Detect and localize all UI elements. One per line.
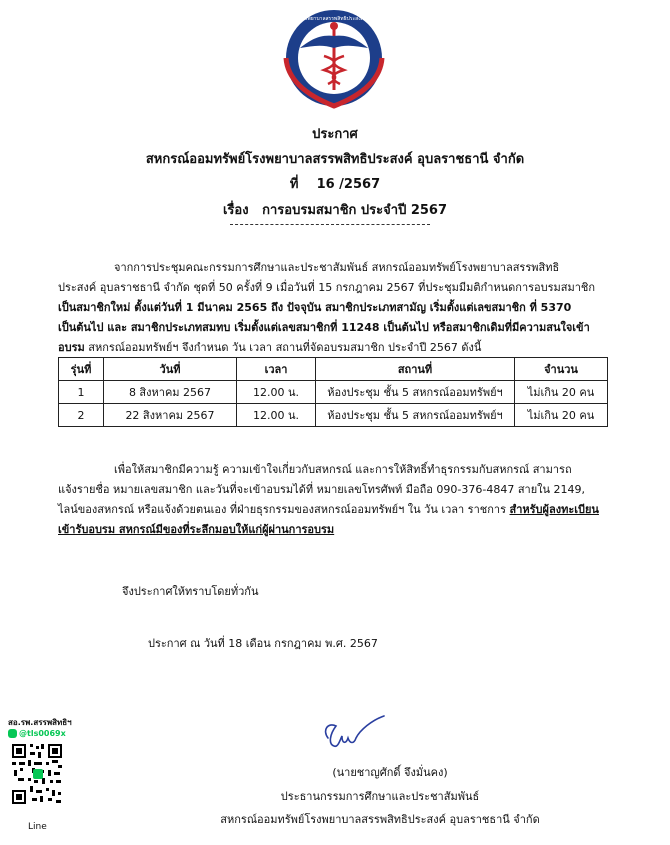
p2-line-2: แจ้งรายชื่อ หมายเลขสมาชิก และวันที่จะเข้าอบรมได้ที่ หมายเลขโทรศัพท์ มือถือ 090-376-4847 สายใน 2149, [58,483,586,496]
cell-time: 12.00 น. [237,381,316,404]
col-header-venue: สถานที่ [316,358,515,381]
line-id: @tls0069x [19,729,66,738]
cooperative-logo [261,8,407,114]
announce-line: จึงประกาศให้ทราบโดยทั่วกัน [122,585,259,598]
p1-line-5-rest: สหกรณ์ออมทรัพย์ฯ จึงกำหนด วัน เวลา สถานที่จัดอบรมสมาชิก ประจำปี 2567 ดังนี้ [88,341,482,354]
subject-label: เรื่อง [222,203,249,218]
org-name: สหกรณ์ออมทรัพย์โรงพยาบาลสรรพสิทธิประสงค์ อุบลราชธานี จำกัด [145,152,525,167]
number-label: ที่ [289,177,299,192]
cell-date: 8 สิงหาคม 2567 [104,381,237,404]
p1-line-3: เป็นสมาชิกใหม่ ตั้งแต่วันที่ 1 มีนาคม 2565 ถึง ปัจจุบัน สมาชิกประเภทสามัญ เริ่มตั้งแต่เลขสมาชิก ที่ 5370 [58,301,572,314]
col-header-round: รุ่นที่ [59,358,104,381]
p2-line-1: เพื่อให้สมาชิกมีความรู้ ความเข้าใจเกี่ยวกับสหกรณ์ และการให้สิทธิ์ทำธุรกรรมกับสหกรณ์ สามารถ [114,463,572,476]
dated-line: ประกาศ ณ วันที่ 18 เดือน กรกฎาคม พ.ศ. 2567 [148,637,378,650]
p2-line-4-underline: เข้ารับอบรม สหกรณ์มีของที่ระลึกมอบให้แก่ผู้ผ่านการอบรม [58,523,335,536]
p1-line-5 [58,338,618,358]
schedule-table [58,357,608,427]
p2-line-3-plain: ไลน์ของสหกรณ์ หรือแจ้งด้วยตนเอง ที่ฝ่ายธุรกรรมของสหกรณ์ออมทรัพย์ฯ ใน วัน เวลา ราชการ [58,503,506,516]
paragraph-1 [58,258,618,358]
table-header-row [59,358,608,381]
qr-bottom-label: Line [28,822,47,832]
cell-venue: ห้องประชุม ชั้น 5 สหกรณ์ออมทรัพย์ฯ [316,404,515,427]
page-title: ประกาศ [312,127,358,142]
cell-round: 2 [59,404,104,427]
col-header-date: วันที่ [104,358,237,381]
cell-venue: ห้องประชุม ชั้น 5 สหกรณ์ออมทรัพย์ฯ [316,381,515,404]
line-app-icon [8,729,17,738]
cell-date: 22 สิงหาคม 2567 [104,404,237,427]
signer-position: ประธานกรรมการศึกษาและประชาสัมพันธ์ [280,790,480,803]
p1-line-1: จากการประชุมคณะกรรมการศึกษาและประชาสัมพันธ์ สหกรณ์ออมทรัพย์โรงพยาบาลสรรพสิทธิ [114,261,560,274]
qr-top-label: สอ.รพ.สรรพสิทธิฯ [8,718,72,727]
table-row [59,381,608,404]
p2-line-4 [58,520,618,540]
p1-line-2: ประสงค์ อุบลราชธานี จำกัด ชุดที่ 50 ครั้งที่ 9 เมื่อวันที่ 15 กรกฎาคม 2567 ที่ประชุมมีมติกำหนดการอบรมสมาชิก [58,281,596,294]
col-header-quota: จำนวน [515,358,608,381]
p2-line-3 [58,500,618,520]
p2-line-3-underline: สำหรับผู้ลงทะเบียน [509,503,599,516]
signer-org: สหกรณ์ออมทรัพย์โรงพยาบาลสรรพสิทธิประสงค์ อุบลราชธานี จำกัด [220,813,540,826]
qr-code-icon[interactable] [10,740,64,806]
table-row [59,404,608,427]
signer-name: (นายชาญศักดิ์ จึงมั่นคง) [332,766,448,779]
number-value: 16 /2567 [316,177,381,192]
p1-line-4: เป็นต้นไป และ สมาชิกประเภทสมทบ เริ่มตั้งแต่เลขสมาชิกที่ 11248 เป็นต้นไป หรือสมาชิกเดิมที่มีความสนใจเข้า [58,321,590,334]
line-id-row [8,729,66,738]
cell-quota: ไม่เกิน 20 คน [515,404,608,427]
subject-value: การอบรมสมาชิก ประจำปี 2567 [262,203,448,218]
col-header-time: เวลา [237,358,316,381]
cell-quota: ไม่เกิน 20 คน [515,381,608,404]
signature-image [318,710,390,756]
subject [0,199,670,220]
logo-arc-text: สหกรณ์ออมทรัพย์โรงพยาบาลสรรพสิทธิประสงค์ อุบลราชธานี จำกัด [261,16,407,22]
divider [230,224,430,225]
cell-round: 1 [59,381,104,404]
paragraph-2 [58,460,618,540]
cell-time: 12.00 น. [237,404,316,427]
announcement-number [0,173,670,194]
p1-line-5-bold: อบรม [58,341,85,354]
